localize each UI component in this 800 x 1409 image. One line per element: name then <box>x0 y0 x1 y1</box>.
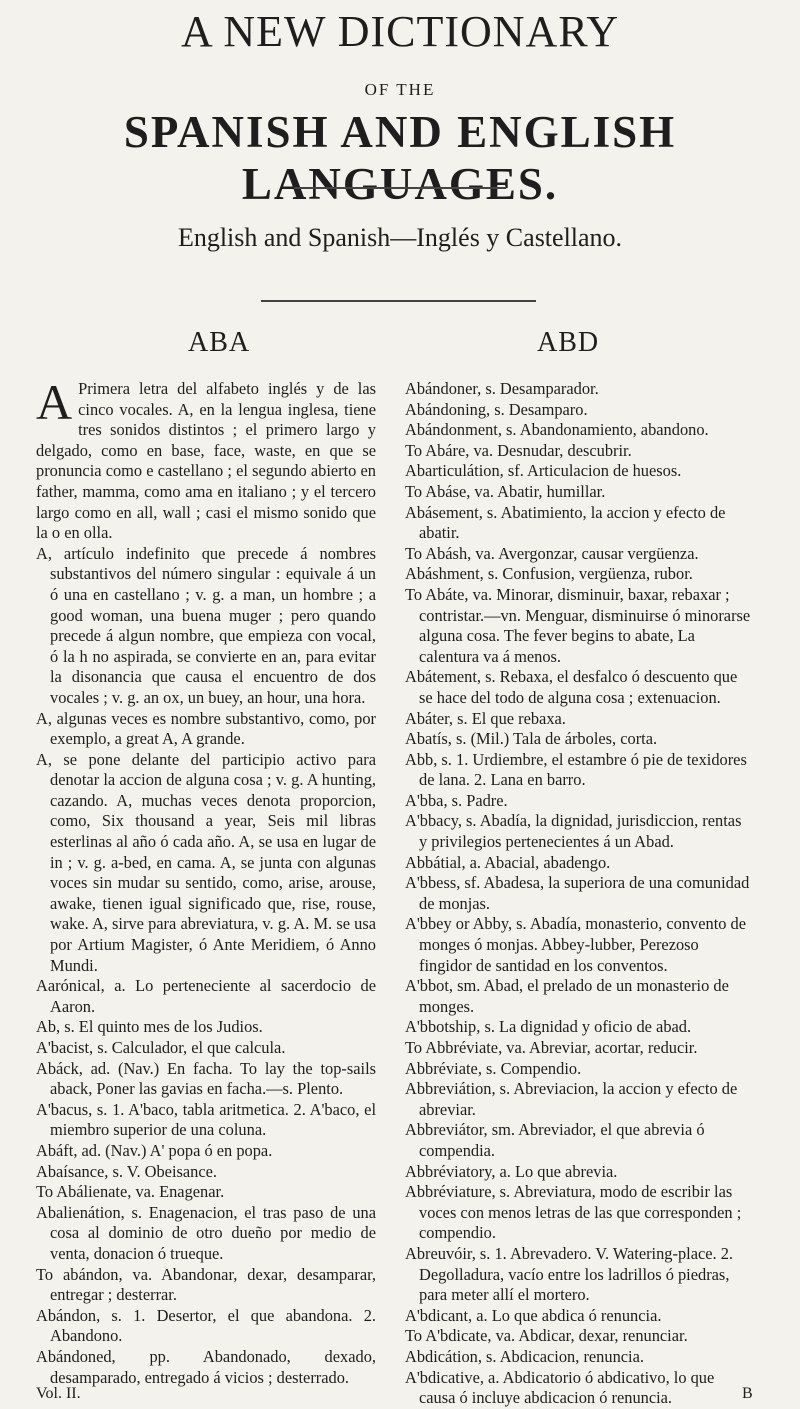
dictionary-entry: Ab, s. El quinto mes de los Judios. <box>36 1017 263 1037</box>
dictionary-entry: Abreuvóir, s. 1. Abrevadero. V. Watering-place. 2. Degolladura, vacío entre los ladrillos ó piedras, para meter allí el mortero. <box>405 1243 734 1305</box>
dictionary-entry: Abbátial, a. Abacial, abadengo. <box>405 852 611 872</box>
right-column-heading: ABD <box>537 327 600 358</box>
dictionary-entry: Abándoning, s. Desamparo. <box>405 399 588 419</box>
dictionary-entry: A'bbey or Abby, s. Abadía, monasterio, convento de monges ó monjas. Abbey-lubber, Perezoso fingidor de santidad en los conventos. <box>405 914 747 975</box>
dictionary-entry: Abbréviate, s. Compendio. <box>405 1058 582 1078</box>
dictionary-entry: Abáft, ad. (Nav.) A' popa ó en popa. <box>36 1140 273 1160</box>
dictionary-entry: A'bbot, sm. Abad, el prelado de un monasterio de monges. <box>405 976 729 1016</box>
dictionary-entry: To Abásh, va. Avergonzar, causar vergüenza. <box>405 543 699 563</box>
left-column <box>36 374 376 1388</box>
dictionary-entry: Abbreviátor, sm. Abreviador, el que abrevia ó compendia. <box>405 1120 705 1160</box>
left-column-heading: ABA <box>188 327 251 358</box>
dictionary-entry: A'bbacy, s. Abadía, la dignidad, jurisdiccion, rentas y privilegios pertenecientes á un Abad. <box>405 811 742 852</box>
dictionary-entry: Abátement, s. Rebaxa, el desfalco ó descuento que se hace del todo de alguna cosa ; extenuacion. <box>405 667 738 707</box>
dictionary-entry: To A'bdicate, va. Abdicar, dexar, renunciar. <box>405 1326 688 1346</box>
dictionary-entry: A'bdicant, a. Lo que abdica ó renuncia. <box>405 1305 662 1325</box>
dictionary-entry: Abbreviátion, s. Abreviacion, la accion y efecto de abreviar. <box>405 1079 738 1119</box>
dictionary-entry: A, algunas veces es nombre substantivo, como, por exemplo, a great A, A grande. <box>36 708 376 749</box>
dictionary-entry: Abaísance, s. V. Obeisance. <box>36 1161 218 1181</box>
dictionary-entry: A'bba, s. Padre. <box>405 790 508 810</box>
title-connector: OF THE <box>364 80 436 99</box>
dictionary-entry: A, se pone delante del participio activo para denotar la accion de alguna cosa ; v. g. A hunting, cazando. A, muchas veces denota proporcion, como, Six thousand a year, Seis mil libras esterlinas al año ó cada año. A, se usa en lugar de in ; v. g. a-bed, en cama. A, se junta con algunas voces sin mudar su sentido, como, arise, arouse, awake, tienen igual significado que, rise, rouse, wake. A, sirve para abreviatura, v. g. A. M. se usa por Artium Magister, ó Ante Meridiem, ó Anno Mundi. <box>36 749 376 975</box>
dictionary-entry: A'bacus, s. 1. A'baco, tabla aritmetica. 2. A'baco, el miembro superior de una coluna. <box>36 1099 376 1140</box>
dictionary-entry: Abáck, ad. (Nav.) En facha. To lay the top-sails aback, Poner las gavias en facha.—s. Plento. <box>36 1058 376 1099</box>
dictionary-entry: To Abálienate, va. Enagenar. <box>36 1182 225 1202</box>
dictionary-entry: Abáter, s. El que rebaxa. <box>405 708 566 728</box>
dictionary-entry: Abándonment, s. Abandonamiento, abandono. <box>405 420 709 440</box>
dictionary-entry: A'bbess, sf. Abadesa, la superiora de una comunidad de monjas. <box>405 873 750 913</box>
dictionary-subject: SPANISH AND ENGLISH LANGUAGES. <box>123 107 677 209</box>
dictionary-entry: Abbréviature, s. Abreviatura, modo de escribir las voces con menos letras de las que corresponden ; compendio. <box>405 1182 742 1243</box>
dictionary-entry: To abándon, va. Abandonar, dexar, desamparar, entregar ; desterrar. <box>36 1264 376 1305</box>
dictionary-entry: To Abáre, va. Desnudar, descubrir. <box>405 440 632 460</box>
section-subtitle: English and Spanish—Inglés y Castellano. <box>177 223 623 252</box>
dictionary-entry: A'bdicative, a. Abdicatorio ó abdicativo, lo que causa ó incluye abdicacion ó renuncia. <box>405 1367 715 1408</box>
dictionary-entry: To Abáse, va. Abatir, humillar. <box>405 481 606 501</box>
dictionary-entry: To Abbréviate, va. Abreviar, acortar, reducir. <box>405 1038 698 1057</box>
signature-mark: B <box>742 1385 753 1402</box>
top-rule <box>294 187 506 189</box>
dictionary-title: A NEW DICTIONARY <box>180 7 620 56</box>
dictionary-entry: Abásement, s. Abatimiento, la accion y efecto de abatir. <box>405 502 726 543</box>
dictionary-entry: Abatís, s. (Mil.) Tala de árboles, corta. <box>405 729 658 749</box>
dictionary-entry: To Abáte, va. Minorar, disminuir, baxar, rebaxar ; contristar.—vn. Menguar, disminuirse ó minorarse alguna cosa. The fever begins to abate, La calentura va á menos. <box>405 584 751 666</box>
dictionary-entry: Abalienátion, s. Enagenacion, el tras paso de una cosa al dominio de otro dueño por medio de venta, donacion ó trueque. <box>36 1202 376 1263</box>
dictionary-entry: Abdicátion, s. Abdicacion, renuncia. <box>405 1346 644 1366</box>
dictionary-entry: Abándon, s. 1. Desertor, el que abandona. 2. Abandono. <box>36 1305 376 1346</box>
drop-cap-a: A <box>36 374 73 430</box>
entry-text: Primera letra del alfabeto inglés y de las cinco vocales. A, en la lengua inglesa, tiene tres sonidos distintos ; el primero largo y delgado, como en base, face, waste, en que se pronuncia como e castellano ; el segundo abierto en father, mamma, como ama en italiano ; y el tercero largo como en all, wall ; casi el mismo sonido que la o en olla. <box>36 379 376 543</box>
dictionary-entry: Abb, s. 1. Urdiembre, el estambre ó pie de texidores de lana. 2. Lana en barro. <box>405 749 747 790</box>
entry-a-intro <box>36 374 376 544</box>
bottom-rule <box>261 300 536 302</box>
dictionary-entry: Abarticulátion, sf. Articulacion de huesos. <box>405 461 682 481</box>
dictionary-entry: Aarónical, a. Lo perteneciente al sacerdocio de Aaron. <box>36 976 376 1016</box>
dictionary-entry: Abándoned, pp. Abandonado, dexado, desamparado, entregado á vicios ; desterrado. <box>36 1346 376 1387</box>
dictionary-entry: Abándoner, s. Desamparador. <box>405 379 599 398</box>
dictionary-entry: Abáshment, s. Confusion, vergüenza, rubor. <box>405 564 693 584</box>
volume-marker: Vol. II. <box>36 1385 81 1402</box>
right-column <box>405 379 753 1409</box>
dictionary-entry: A'bacist, s. Calculador, el que calcula. <box>36 1038 286 1057</box>
dictionary-entry: A, artículo indefinito que precede á nombres substantivos del número singular : equivale á un ó una en castellano ; v. g. a man, un hombre ; a good woman, una buena muger ; pero quando precede á algun nombre, que empieza con vocal, ó la h no aspirada, se convierte en an, para evitar la disonancia que causa el encuentro de dos vocales ; v. g. an ox, un buey, an hour, una hora. <box>36 543 376 707</box>
dictionary-entry: A'bbotship, s. La dignidad y oficio de abad. <box>405 1017 692 1037</box>
dictionary-entry: Abbréviatory, a. Lo que abrevia. <box>405 1161 618 1181</box>
